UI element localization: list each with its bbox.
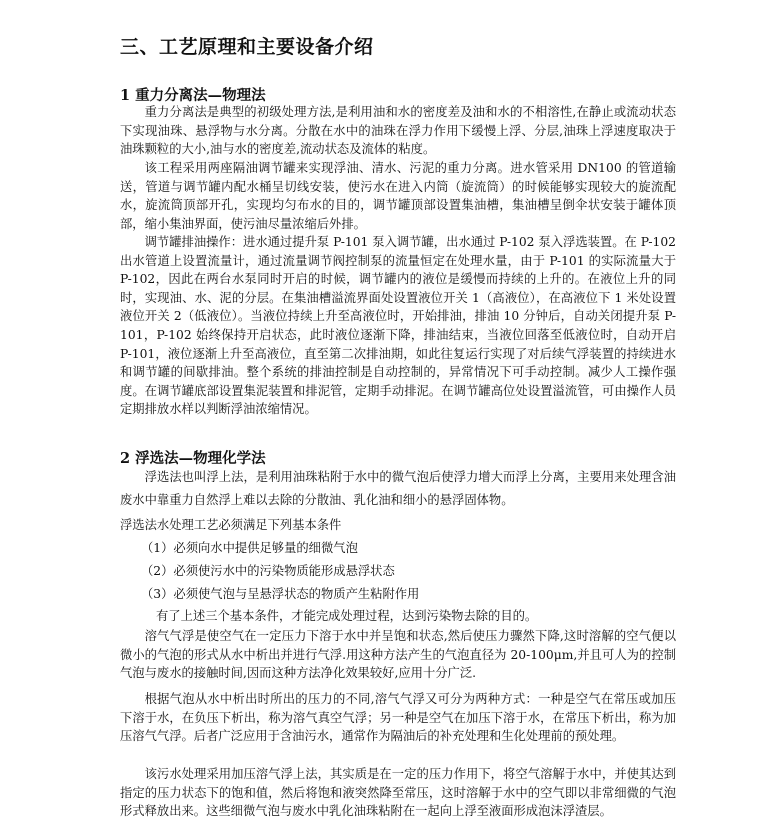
section-heading-main: 三、工艺原理和主要设备介绍 (120, 36, 374, 58)
conditions-intro: 浮选法水处理工艺必须满足下列基本条件 (120, 518, 342, 532)
section-2-title: 2 浮选法—物理化学法 (120, 450, 266, 467)
section-2-paragraph-3: 溶气气浮是使空气在一定压力下溶于水中并呈饱和状态,然后使压力骤然下降,这时溶解的空气便以微小的气泡的形式从水中析出并进行气浮.用这种方法产生的气泡直径为 20-100μm,并且可人为的控制气泡与废水的接触时间,因而这种方法净化效果较好,应用十分广泛. (120, 629, 676, 681)
section-2-paragraph-1: 浮选法也叫浮上法，是利用油珠粘附于水中的微气泡后使浮力增大而浮上分离，主要用来处理含油废水中靠重力自然浮上难以去除的分散油、乳化油和细小的悬浮固体物。 (120, 470, 676, 507)
section-2-paragraph-4: 根据气泡从水中析出时所出的压力的不同,溶气气浮又可分为两种方式：一种是空气在常压或加压下溶于水，在负压下析出，称为溶气真空气浮；另一种是空气在加压下溶于水，在常压下析出，称为加压溶气气浮。后者广泛应用于含油污水，通常作为隔油后的补充处理和生化处理前的预处理。 (120, 692, 676, 744)
section-1-paragraph-1: 重力分离法是典型的初级处理方法,是利用油和水的密度差及油和水的不相溶性,在静止或流动状态下实现油珠、悬浮物与水分离。分散在水中的油珠在浮力作用下缓慢上浮、分层,油珠上浮速度取决于油珠颗粒的大小,油与水的密度差,流动状态及流体的粘度。 (120, 105, 676, 157)
condition-item-1: （1）必须向水中提供足够量的细微气泡 (141, 541, 358, 555)
section-2-paragraph-5: 该污水处理采用加压溶气浮上法，其实质是在一定的压力作用下，将空气溶解于水中，并使其达到指定的压力状态下的饱和值，然后将饱和液突然降至常压，这时溶解于水中的空气即以非常细微的气泡形式释放出来。这些细微气泡与废水中乳化油珠粘附在一起向上浮至液面形成泡沫浮渣层。 (120, 767, 676, 819)
section-1-title: 1 重力分离法—物理法 (120, 87, 266, 104)
section-1-paragraph-3: 调节罐排油操作：进水通过提升泵 P-101 泵入调节罐，出水通过 P-102 泵入浮选装置。在 P-102 出水管道上设置流量计，通过流量调节阀控制泵的流量恒定在处理水量，由于 P-101 的实际流量大于 P-102，因此在两台水泵同时开启的时候，调节罐内的液位是缓慢而持续的上升的。在液位上升的同时，实现油、水、泥的分层。在集油槽溢流界面处设置液位开关 1（高液位），在高液位下 1 米处设置液位开关 2（低液位）。当液位持续上升至高液位时，开始排油，排油 10 分钟后，自动关闭提升泵 P-101，P-102 始终保持开启状态，此时液位逐渐下降，排油结束，当液位回落至低液位时，自动开启 P-101，液位逐渐上升至高液位，直至第二次排油期，如此往复运行实现了对后续气浮装置的持续进水和调节罐的间歇排油。整个系统的排油控制是自动控制的，异常情况下可手动控制。减少人工操作强度。在调节罐底部设置集泥装置和排泥管，定期手动排泥。在调节罐高位处设置溢流管，可由操作人员定期排放水样以判断浮油浓缩情况。 (120, 235, 676, 417)
condition-item-2: （2）必须使污水中的污染物质能形成悬浮状态 (141, 564, 395, 578)
section-2-paragraph-2: 有了上述三个基本条件，才能完成处理过程，达到污染物去除的目的。 (156, 609, 538, 623)
section-1-paragraph-2: 该工程采用两座隔油调节罐来实现浮油、清水、污泥的重力分离。进水管采用 DN100 的管道输送，管道与调节罐内配水桶呈切线安装，使污水在进入内筒（旋流筒）的时候能够实现较大的旋流配水，旋流筒顶部开孔，实现均匀布水的目的，调节罐顶部设置集油槽，集油槽呈倒伞状安装于罐体顶部，缩小集油界面，使污油尽量浓缩后外排。 (120, 161, 676, 231)
condition-item-3: （3）必须使气泡与呈悬浮状态的物质产生粘附作用 (141, 587, 420, 601)
